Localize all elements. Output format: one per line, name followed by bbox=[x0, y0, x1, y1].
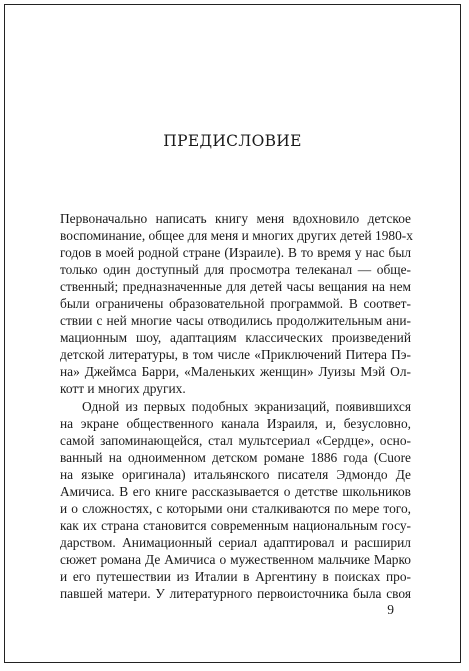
text-line: сюжет романа Де Амичиса о мужественном мальчике Марко bbox=[60, 551, 411, 567]
text-line: были ограничены образовательной программой. В соответ- bbox=[60, 296, 411, 312]
text-line: только один доступный для просмотра телеканал — обще- bbox=[60, 262, 411, 278]
text-line: воспоминание, общее для меня и многих других детей 1980-х bbox=[60, 228, 413, 244]
text-line: Амичиса. В его книге рассказывается о детстве школьников bbox=[60, 483, 411, 499]
chapter-heading: ПРЕДИСЛОВИЕ bbox=[163, 132, 302, 150]
text-line: как их страна становится современным национальным госу- bbox=[60, 517, 411, 533]
text-line: павшей матери. У литературного первоисточника была своя bbox=[60, 586, 411, 602]
text-line: самой запоминающейся, стал мультсериал «Сердце», осно- bbox=[60, 432, 411, 448]
text-line: и его путешествии из Италии в Аргентину в поисках про- bbox=[60, 568, 411, 584]
book-page bbox=[4, 4, 461, 663]
text-line: ванный на одноименном детском романе 1886 года (Cuore bbox=[60, 449, 411, 465]
text-line: и о сложностях, с которыми они сталкиваются по мере того, bbox=[60, 500, 411, 516]
text-line: котт и многих других. bbox=[60, 381, 186, 397]
text-line: годов в моей родной стране (Израиле). В то время у нас был bbox=[60, 245, 411, 261]
text-line: на экране общественного канала Израиля, и, безусловно, bbox=[60, 415, 411, 431]
text-line: на» Джеймса Барри, «Маленьких женщин» Луизы Мэй Ол- bbox=[60, 364, 411, 380]
text-line: мационным шоу, адаптациям классических произведений bbox=[60, 330, 411, 346]
body-text bbox=[60, 210, 411, 602]
text-line: ственный; предназначенные для детей часы вещания на нем bbox=[60, 279, 411, 295]
text-line: Одной из первых подобных экранизаций, появившихся bbox=[82, 398, 411, 414]
page-number: 9 bbox=[387, 602, 394, 617]
text-line: Первоначально написать книгу меня вдохновило детское bbox=[60, 211, 411, 226]
text-line: ствии с ней многие часы отводились продолжительным ани- bbox=[60, 313, 411, 329]
text-line: детской литературы, в том числе «Приключений Питера Пэ- bbox=[60, 347, 411, 363]
text-line: дарством. Анимационный сериал адаптировал и расширил bbox=[60, 534, 411, 550]
text-line: на языке оригинала) итальянского писателя Эдмондо Де bbox=[60, 466, 411, 482]
